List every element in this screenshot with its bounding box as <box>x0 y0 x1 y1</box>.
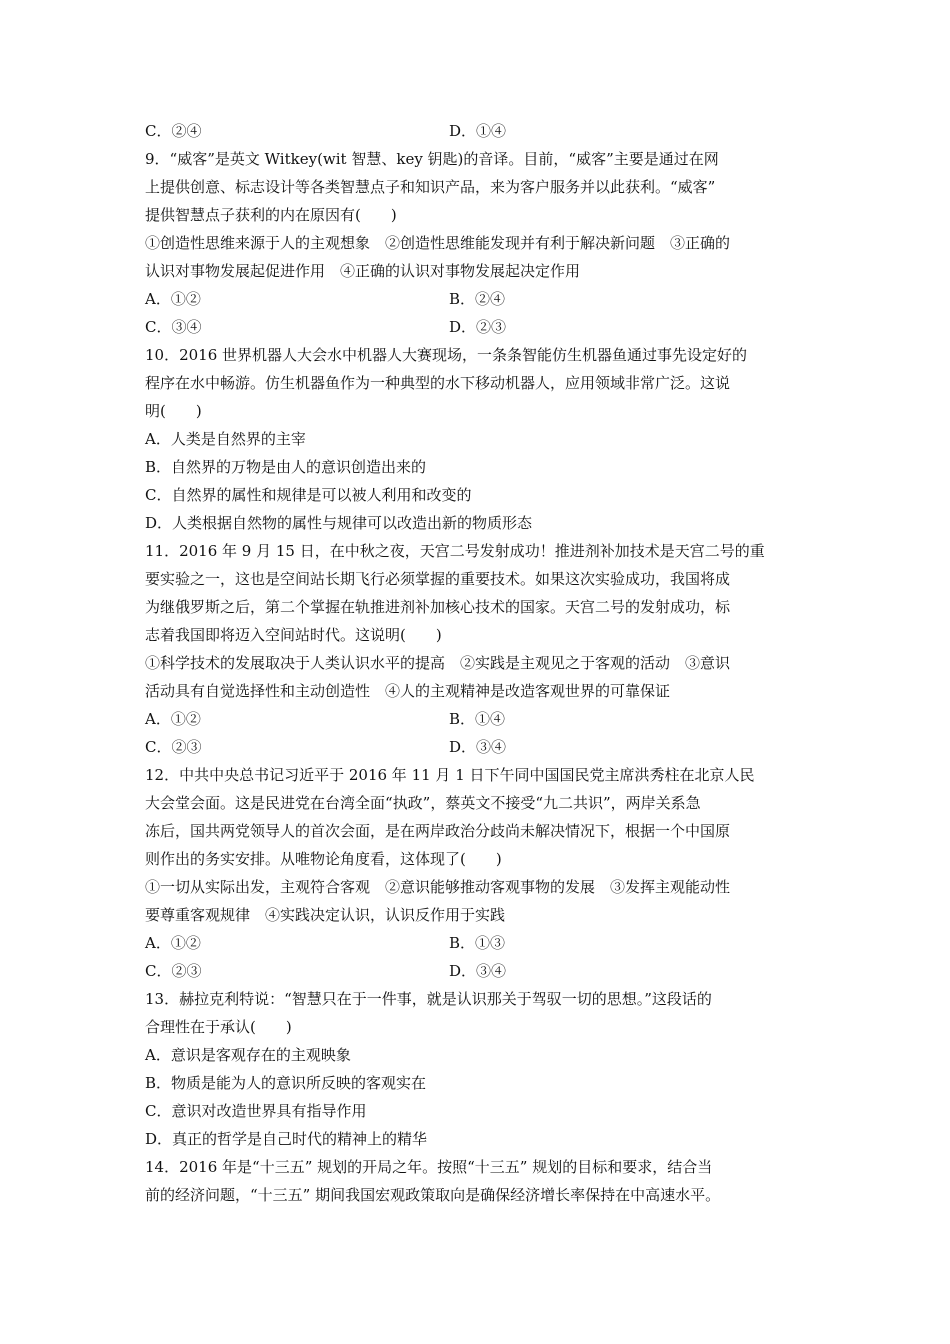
q8-options-row <box>145 117 810 145</box>
q11-line: 志着我国即将迈入空间站时代。这说明( ) <box>145 626 442 644</box>
q9-line: ①创造性思维来源于人的主观想象 ②创造性思维能发现并有利于解决新问题 ③正确的 <box>145 234 731 252</box>
q9-option-c[interactable]: C．③④ <box>145 318 202 336</box>
q12-option-b[interactable]: B．①③ <box>449 934 506 952</box>
question-13 <box>145 985 810 1153</box>
question-11 <box>145 537 810 761</box>
q11-option-d[interactable]: D．③④ <box>449 738 507 756</box>
q9-line: 提供智慧点子获利的内在原因有( ) <box>145 206 397 224</box>
q14-line: 14．2016 年是“十三五” 规划的开局之年。按照“十三五” 规划的目标和要求，结合当 <box>145 1158 713 1176</box>
question-9 <box>145 145 810 341</box>
question-12 <box>145 761 810 985</box>
q12-option-d[interactable]: D．③④ <box>449 962 507 980</box>
q13-line: 合理性在于承认( ) <box>145 1018 292 1036</box>
q12-option-a[interactable]: A．①② <box>145 934 201 952</box>
q11-line: 要实验之一，这也是空间站长期飞行必须掌握的重要技术。如果这次实验成功，我国将成 <box>145 570 731 588</box>
q11-line: 为继俄罗斯之后，第二个掌握在轨推进剂补加核心技术的国家。天宫二号的发射成功，标 <box>145 598 731 616</box>
q11-option-b[interactable]: B．①④ <box>449 710 506 728</box>
q9-line: 认识对事物发展起促进作用 ④正确的认识对事物发展起决定作用 <box>145 262 581 280</box>
q9-options-row <box>145 285 810 313</box>
q9-line: 上提供创意、标志设计等各类智慧点子和知识产品，来为客户服务并以此获利。“威客” <box>145 178 716 196</box>
q11-option-a[interactable]: A．①② <box>145 710 201 728</box>
q12-line: 12．中共中央总书记习近平于 2016 年 11 月 1 日下午同中国国民党主席洪秀柱在北京人民 <box>145 766 755 784</box>
q9-line: 9．“威客”是英文 Witkey(wit 智慧、key 钥匙)的音译。目前，“威客”主要是通过在网 <box>145 150 719 168</box>
q13-option-b[interactable]: B．物质是能为人的意识所反映的客观实在 <box>145 1074 427 1092</box>
q10-line: 10．2016 世界机器人大会水中机器人大赛现场，一条条智能仿生机器鱼通过事先设定好的 <box>145 346 748 364</box>
question-14 <box>145 1153 810 1209</box>
q12-options-row <box>145 957 810 985</box>
q13-line: 13．赫拉克利特说：“智慧只在于一件事，就是认识那关于驾驭一切的思想。”这段话的 <box>145 990 712 1008</box>
q10-option-b[interactable]: B．自然界的万物是由人的意识创造出来的 <box>145 458 427 476</box>
q12-line: 要尊重客观规律 ④实践决定认识，认识反作用于实践 <box>145 906 506 924</box>
q11-line: 11．2016 年 9 月 15 日，在中秋之夜，天宫二号发射成功！推进剂补加技术是天宫二号的重 <box>145 542 765 560</box>
q13-option-a[interactable]: A．意识是客观存在的主观映象 <box>145 1046 351 1064</box>
q12-line: 冻后，国共两党领导人的首次会面，是在两岸政治分歧尚未解决情况下，根据一个中国原 <box>145 822 731 840</box>
document-page <box>145 117 810 1209</box>
q12-option-c[interactable]: C．②③ <box>145 962 202 980</box>
q9-option-b[interactable]: B．②④ <box>449 290 506 308</box>
q12-line: ①一切从实际出发，主观符合客观 ②意识能够推动客观事物的发展 ③发挥主观能动性 <box>145 878 731 896</box>
q12-line: 则作出的务实安排。从唯物论角度看，这体现了( ) <box>145 850 502 868</box>
q14-line: 前的经济问题，“十三五” 期间我国宏观政策取向是确保经济增长率保持在中高速水平。 <box>145 1186 721 1204</box>
q12-options-row <box>145 929 810 957</box>
q9-option-a[interactable]: A．①② <box>145 290 201 308</box>
q10-option-d[interactable]: D．人类根据自然物的属性与规律可以改造出新的物质形态 <box>145 514 533 532</box>
q9-option-d[interactable]: D．②③ <box>449 318 507 336</box>
q10-option-c[interactable]: C．自然界的属性和规律是可以被人利用和改变的 <box>145 486 472 504</box>
q10-line: 明( ) <box>145 402 202 420</box>
q9-options-row <box>145 313 810 341</box>
question-10 <box>145 341 810 537</box>
q11-line: ①科学技术的发展取决于人类认识水平的提高 ②实践是主观见之于客观的活动 ③意识 <box>145 654 731 672</box>
q11-options-row <box>145 705 810 733</box>
q13-option-c[interactable]: C．意识对改造世界具有指导作用 <box>145 1102 367 1120</box>
q11-option-c[interactable]: C．②③ <box>145 738 202 756</box>
q12-line: 大会堂会面。这是民进党在台湾全面“执政”，蔡英文不接受“九二共识”，两岸关系急 <box>145 794 701 812</box>
q13-option-d[interactable]: D．真正的哲学是自己时代的精神上的精华 <box>145 1130 428 1148</box>
q10-option-a[interactable]: A．人类是自然界的主宰 <box>145 430 306 448</box>
q10-line: 程序在水中畅游。仿生机器鱼作为一种典型的水下移动机器人，应用领域非常广泛。这说 <box>145 374 731 392</box>
q11-options-row <box>145 733 810 761</box>
q8-option-d[interactable]: D．①④ <box>449 122 507 140</box>
q11-line: 活动具有自觉选择性和主动创造性 ④人的主观精神是改造客观世界的可靠保证 <box>145 682 671 700</box>
q8-option-c[interactable]: C．②④ <box>145 122 202 140</box>
